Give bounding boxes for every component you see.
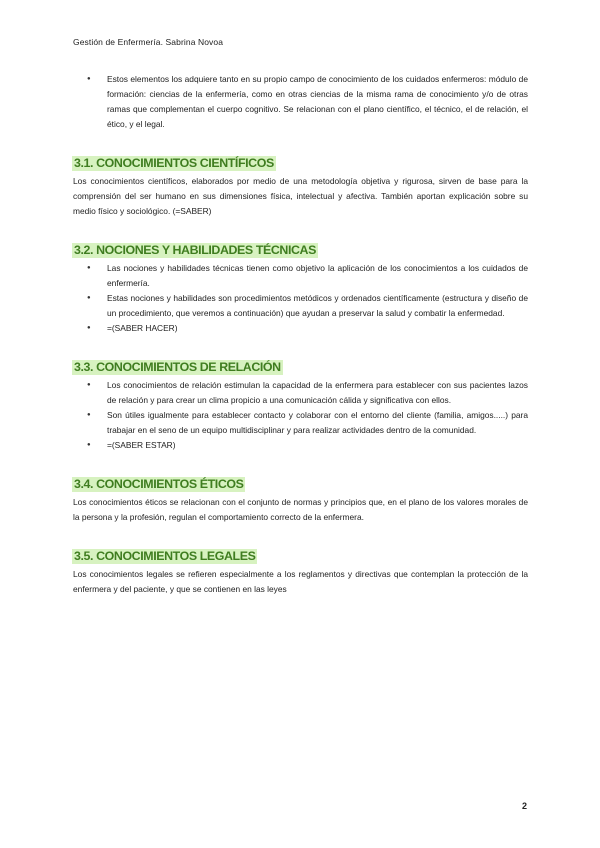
section-heading: 3.4. CONOCIMIENTOS ÉTICOS <box>74 477 244 491</box>
list-item: ● =(SABER HACER) <box>73 321 528 336</box>
list-item: ● =(SABER ESTAR) <box>73 438 528 453</box>
bullet-list <box>73 378 528 453</box>
list-item: ● Los conocimientos de relación estimulan la capacidad de la enfermera para establecer con sus pacientes lazos de relación y para crear un clima propicio a una comunicación cálida y significativa con ellos. <box>73 378 528 408</box>
section-conocimientos-cientificos <box>73 156 528 219</box>
list-item: ● Las nociones y habilidades técnicas tienen como objetivo la aplicación de los conocimientos a los cuidados de enfermería. <box>73 261 528 291</box>
section-nociones-habilidades-tecnicas <box>73 243 528 336</box>
list-item: ● Estas nociones y habilidades son procedimientos metódicos y ordenados científicamente (estructura y diseño de un procedimiento, que veremos a continuación) que ayudan a preservar la salud y combatir la enfermedad. <box>73 291 528 321</box>
list-item: ● Son útiles igualmente para establecer contacto y colaborar con el entorno del cliente (familia, amigos.....) para trabajar en el seno de un equipo multidisciplinar y para realizar actividades dentro de la comunidad. <box>73 408 528 438</box>
bullet-list <box>73 261 528 336</box>
page-number: 2 <box>522 801 528 811</box>
section-paragraph: Los conocimientos éticos se relacionan con el conjunto de normas y principios que, en el plano de los valores morales de la persona y la profesión, regulan el comportamiento correcto de la enfermera. <box>73 497 528 522</box>
section-conocimientos-eticos <box>73 477 528 525</box>
section-paragraph: Los conocimientos legales se refieren especialmente a los reglamentos y directivas que contemplan la protección de la enfermera y del paciente, y que se contienen en las leyes <box>73 569 528 594</box>
section-heading: 3.5. CONOCIMIENTOS LEGALES <box>74 549 256 563</box>
intro-bullet-list <box>73 72 528 132</box>
page-header: Gestión de Enfermería. Sabrina Novoa <box>73 37 224 47</box>
section-paragraph: Los conocimientos científicos, elaborados por medio de una metodología objetiva y rigurosa, sirven de base para la comprensión del ser humano en sus dimensiones física, intelectual y afectiva. También aportan explicación sobre su medio físico y sociológico. (=SABER) <box>73 176 528 216</box>
section-heading: 3.1. CONOCIMIENTOS CIENTÍFICOS <box>74 156 274 170</box>
section-heading: 3.3. CONOCIMIENTOS DE RELACIÓN <box>74 360 281 374</box>
document-body <box>73 72 528 597</box>
section-conocimientos-relacion <box>73 360 528 453</box>
section-heading: 3.2. NOCIONES Y HABILIDADES TÉCNICAS <box>74 243 316 257</box>
list-item: ● Estos elementos los adquiere tanto en su propio campo de conocimiento de los cuidados enfermeros: módulo de formación: ciencias de la enfermería, como en otras ciencias de la misma rama de conocimiento y/o de otras ramas que complementan el cuerpo cognitivo. Se relacionan con el plano científico, el técnico, el de relación, el ético, y el legal. <box>73 72 528 132</box>
section-conocimientos-legales <box>73 549 528 597</box>
